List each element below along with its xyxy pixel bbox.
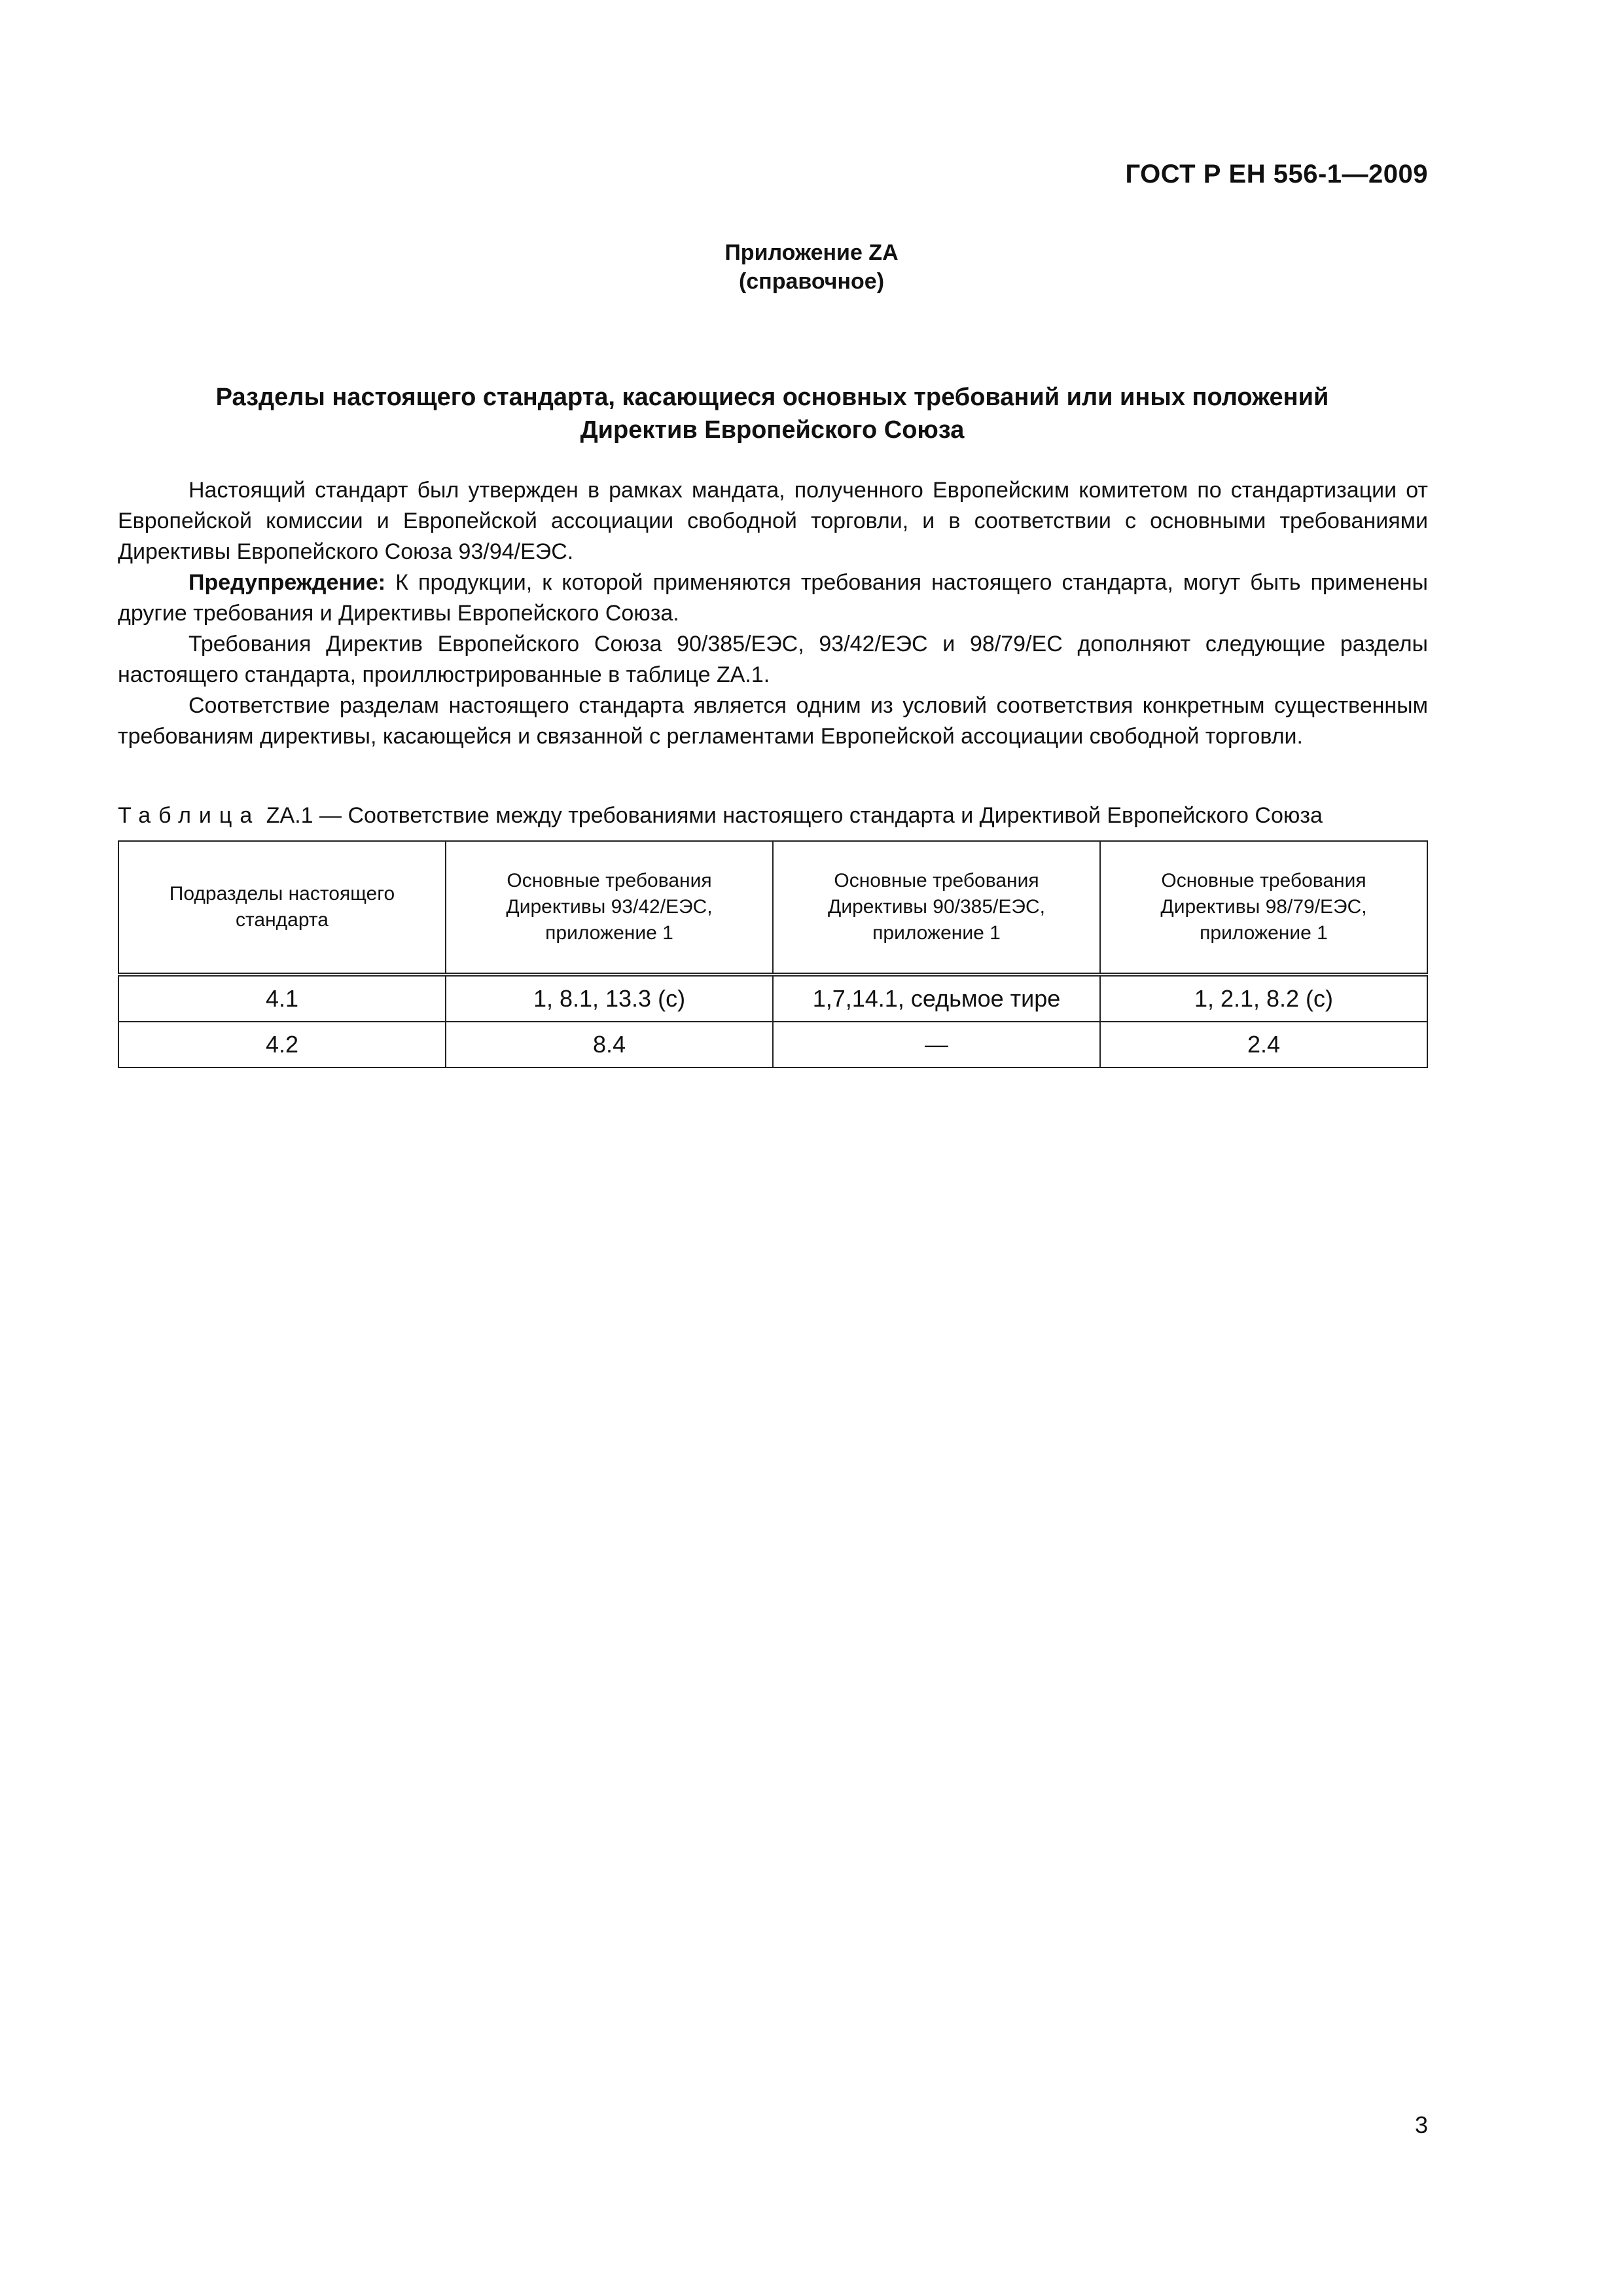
body-text (118, 475, 1428, 752)
table-row (118, 1022, 1427, 1067)
annex-status: (справочное) (738, 269, 885, 294)
paragraph-directives: Требования Директив Европейского Союза 90/385/ЕЭС, 93/42/ЕЭС и 98/79/ЕС дополняют следующие разделы настоящего стандарта, проиллюстрированные в таблице ZA.1. (118, 632, 1428, 687)
page-number: 3 (1414, 2111, 1428, 2138)
table-row (118, 975, 1427, 1022)
header-directive-98-79: Основные требования Директивы 98/79/ЕЭС, приложение 1 (1100, 841, 1427, 975)
section-title-line1: Разделы настоящего стандарта, касающиеся основных требований или иных положений (215, 384, 1329, 411)
table-header-row (118, 841, 1427, 975)
header-subsections: Подразделы настоящего стандарта (118, 841, 446, 975)
correspondence-table (118, 840, 1428, 1068)
standard-code: ГОСТ Р ЕН 556-1—2009 (1125, 160, 1428, 188)
section-title (118, 381, 1427, 446)
section-title-line2: Директив Европейского Союза (580, 416, 965, 444)
table-caption-text: ZA.1 — Соответствие между требованиями настоящего стандарта и Директивой Европейского Союза (260, 803, 1323, 828)
header-directive-90-385: Основные требования Директивы 90/385/ЕЭС, приложение 1 (773, 841, 1100, 975)
table-cell: 1, 2.1, 8.2 (c) (1100, 975, 1427, 1022)
table-cell: 4.1 (118, 975, 446, 1022)
header-directive-93-42: Основные требования Директивы 93/42/ЕЭС, приложение 1 (446, 841, 773, 975)
paragraph-warning (118, 567, 1428, 629)
table-cell: 4.2 (118, 1022, 446, 1067)
table-caption (118, 801, 1428, 830)
paragraph-conformity: Соответствие разделам настоящего стандарта является одним из условий соответствия конкретным существенным требованиям директивы, касающейся и связанной с регламентами Европейской ассоциации свободной торговли. (118, 693, 1428, 749)
table-cell: — (773, 1022, 1100, 1067)
table-cell: 1, 8.1, 13.3 (c) (446, 975, 773, 1022)
table-cell: 2.4 (1100, 1022, 1427, 1067)
table-caption-label: Таблица (118, 803, 260, 828)
annex-heading (0, 238, 1623, 296)
warning-label: Предупреждение: (188, 570, 386, 595)
paragraph-mandate: Настоящий стандарт был утвержден в рамках мандата, полученного Европейским комитетом по стандартизации от Европейской комиссии и Европейской ассоциации свободной торговли, и в соответствии с основными требованиями Директивы Европейского Союза 93/94/ЕЭС. (118, 478, 1428, 564)
annex-title: Приложение ZA (724, 240, 899, 265)
table-cell: 1,7,14.1, седьмое тире (773, 975, 1100, 1022)
table-cell: 8.4 (446, 1022, 773, 1067)
warning-text: К продукции, к которой применяются требования настоящего стандарта, могут быть применены другие требования и Директивы Европейского Союза. (118, 570, 1428, 626)
